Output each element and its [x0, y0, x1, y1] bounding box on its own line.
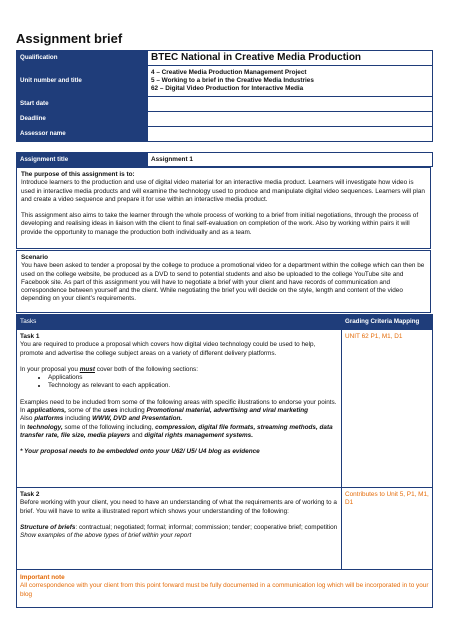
unit-item: 4 – Creative Media Production Management Project [151, 69, 307, 76]
deadline-value [148, 112, 433, 127]
task2-structure: Structure of briefs: contractual; negotiated; formal; informal; commission; tender; cooperative brief; competition [20, 523, 338, 531]
unit-item: 5 – Working to a brief in the Creative Media Industries [151, 77, 314, 84]
criteria-header: Grading Criteria Mapping [342, 315, 433, 330]
task1-heading: Task 1 [20, 333, 40, 340]
purpose-section [16, 167, 431, 249]
start-date-label: Start date [17, 97, 148, 112]
deadline-label: Deadline [17, 112, 148, 127]
assignment-title-value: Assignment 1 [148, 153, 433, 167]
important-text: All correspondence with your client from this point forward must be fully documented in a communication log which will be incorporated in to your blog [20, 582, 429, 598]
purpose-paragraph: This assignment also aims to take the learner through the whole process of working to a brief from initial negotiations, through the process of developing and realising ideas in liaison with the client to final self-evaluation on completion of the work. Also by working within pairs it will provide the opportunity to manage the production both individually and as a team. [21, 212, 419, 236]
start-date-value [148, 97, 433, 112]
task1-criteria: UNIT 62 P1, M1, D1 [342, 330, 433, 488]
purpose-heading: The purpose of this assignment is to: [21, 171, 135, 178]
task2-criteria: Contributes to Unit 5, P1, M1, D1 [342, 488, 433, 570]
scenario-section [16, 250, 431, 313]
task2-heading: Task 2 [20, 491, 40, 498]
task1-technology: In technology, some of the following including, compression, digital file formats, streaming methods, data transfer rate, file size, media players and digital rights management systems. [20, 423, 333, 439]
task1-intro: You are required to produce a proposal which covers how digital video technology could be used to help, promote and advertise the college subject areas on a variety of different delivery platforms. [20, 341, 316, 357]
important-note-cell [17, 570, 433, 608]
scenario-text: You have been asked to tender a proposal by the college to produce a promotional video for a department within the college which can then be used on the college website, be produced as a DVD to send to potential students and also be uploaded to the college YouTube site and Facebook site. As part of this assignment you will have to negotiate a brief with your client and have records of communication and correspondence between yourself and the client. While negotiating the brief you will decide on the style, length and content of the video depending on your client’s requirements. [21, 262, 425, 303]
list-item: • Technology as relevant to each application. [48, 382, 338, 390]
assessor-label: Assessor name [17, 127, 148, 142]
unit-list [148, 66, 433, 97]
qualification-label: Qualification [17, 51, 148, 66]
tasks-header: Tasks [17, 315, 342, 330]
task1-cell [17, 330, 342, 488]
task2-intro: Before working with your client, you need to have an understanding of what the requirements are of working to a brief. You will have to write a illustrated report which shows your understanding of the following: [20, 499, 337, 515]
unit-label: Unit number and title [17, 66, 148, 97]
assignment-title-label: Assignment title [17, 153, 148, 167]
unit-item: 62 – Digital Video Production for Interactive Media [151, 85, 304, 92]
task1-bullet-list [20, 374, 338, 391]
list-item: • Applications [48, 374, 338, 382]
task1-note: * Your proposal needs to be embedded onto your U62/ U5/ U4 blog as evidence [20, 448, 260, 456]
scenario-heading: Scenario [21, 254, 48, 261]
brief-info-table [16, 50, 433, 142]
task2-examples: Show examples of the above types of brief within your report [20, 532, 192, 540]
purpose-paragraph: Introduce learners to the production and use of digital video material for an interactive media product. Learners will investigate how video is used in interactive media products and will examine the technology used to produce and manipulate digital video sequences. Learners will plan and create a video sequence and prepare it for use within an interactive media product. [21, 179, 425, 203]
assessor-value [148, 127, 433, 142]
assignment-title-table [16, 152, 433, 167]
task1-platforms: Also platforms including WWW, DVD and Presentation. [20, 415, 183, 423]
qualification-value: BTEC National in Creative Media Production [148, 51, 433, 66]
task1-cover-line: In your proposal you must cover both of the following sections: [20, 365, 198, 373]
page-title: Assignment brief [16, 31, 123, 46]
important-heading: Important note [20, 574, 65, 581]
task1-examples: Examples need to be included from some of the following areas with specific illustrations to endorse your points. In applications, some of the uses including Promotional material, advertising and viral marketing [20, 398, 337, 415]
task2-cell [17, 488, 342, 570]
tasks-table [16, 314, 433, 608]
